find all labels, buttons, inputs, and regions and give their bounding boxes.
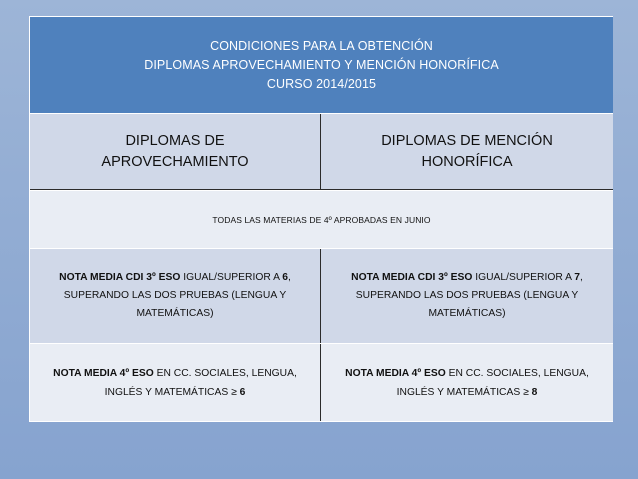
- cdi-requirement-row: [30, 249, 613, 343]
- column-headers-row: [30, 114, 613, 190]
- cdi-right-bold: NOTA MEDIA CDI 3º ESO: [351, 272, 473, 283]
- eso-right-line-2: INGLÉS Y MATEMÁTICAS ≥: [396, 386, 532, 398]
- column-header-left-line-1: DIPLOMAS DE: [125, 132, 225, 149]
- column-header-right-line-2: HONORÍFICA: [421, 153, 513, 170]
- header-line-3: CURSO 2014/2015: [266, 76, 377, 91]
- eso-left-line-2: INGLÉS Y MATEMÁTICAS ≥: [104, 386, 240, 398]
- eso-right-value: 8: [531, 386, 538, 398]
- cdi-requirement-right: [321, 249, 613, 343]
- eso-left-text: EN CC. SOCIALES, LENGUA,: [153, 367, 297, 379]
- cdi-right-value: 7: [574, 272, 580, 283]
- eso-requirement-row: [30, 344, 613, 421]
- column-header-mencion-honorifica: [321, 114, 613, 190]
- cdi-left-value: 6: [282, 272, 288, 283]
- column-header-right-line-1: DIPLOMAS DE MENCIÓN: [381, 132, 553, 149]
- eso-right-bold: NOTA MEDIA 4º ESO: [345, 367, 446, 379]
- cdi-right-line-2: SUPERANDO LAS DOS PRUEBAS (LENGUA Y: [355, 290, 579, 301]
- header-line-2: DIPLOMAS APROVECHAMIENTO Y MENCIÓN HONORÍFICA: [144, 57, 499, 72]
- cdi-left-bold: NOTA MEDIA CDI 3º ESO: [59, 272, 181, 283]
- common-requirement-row: [30, 191, 613, 248]
- eso-requirement-right: [321, 344, 613, 421]
- cdi-right-text: IGUAL/SUPERIOR A: [472, 272, 575, 283]
- cdi-left-line-2: SUPERANDO LAS DOS PRUEBAS (LENGUA Y: [63, 290, 287, 301]
- eso-left-bold: NOTA MEDIA 4º ESO: [53, 367, 154, 379]
- table-header: [30, 17, 613, 113]
- conditions-table: [29, 16, 613, 422]
- cdi-requirement-left: [30, 249, 321, 343]
- cdi-right-line-3: MATEMÁTICAS): [428, 308, 506, 319]
- column-header-left-line-2: APROVECHAMIENTO: [101, 153, 249, 170]
- eso-requirement-left: [30, 344, 321, 421]
- column-header-aprovechamiento: [30, 114, 321, 190]
- cdi-right-comma: ,: [579, 272, 583, 283]
- cdi-left-line-3: MATEMÁTICAS): [136, 308, 214, 319]
- header-line-1: CONDICIONES PARA LA OBTENCIÓN: [210, 38, 433, 53]
- cdi-left-text: IGUAL/SUPERIOR A: [180, 272, 283, 283]
- eso-left-value: 6: [239, 386, 246, 398]
- eso-right-text: EN CC. SOCIALES, LENGUA,: [445, 367, 589, 379]
- common-requirement-text: TODAS LAS MATERIAS DE 4º APROBADAS EN JUNIO: [212, 214, 431, 225]
- cdi-left-comma: ,: [287, 272, 291, 283]
